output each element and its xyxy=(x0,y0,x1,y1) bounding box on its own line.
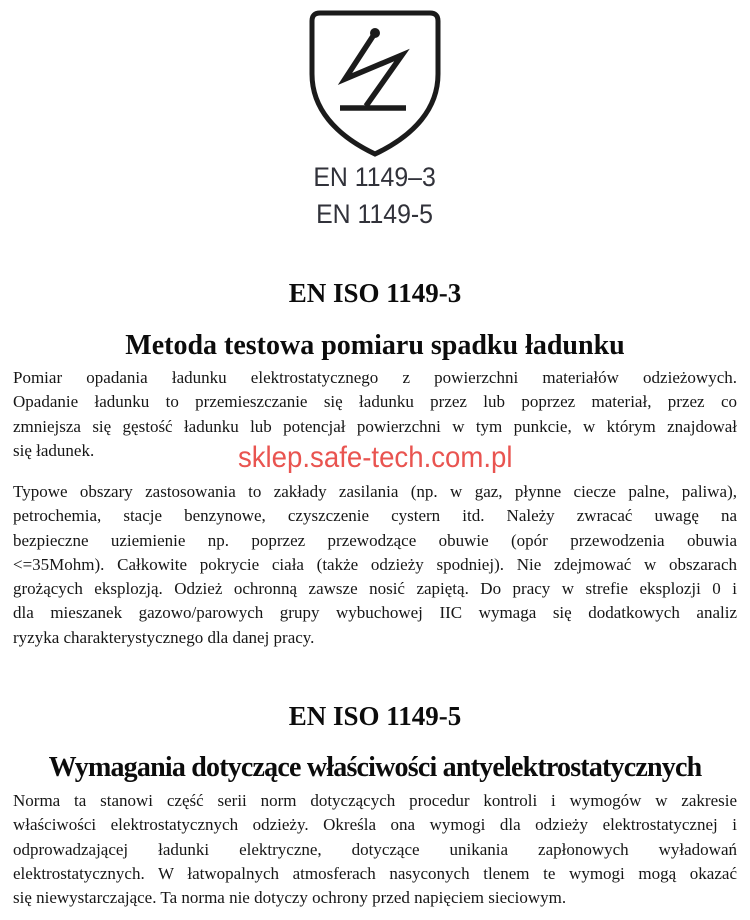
section1-paragraph2 xyxy=(13,480,737,650)
section1-standard-heading: EN ISO 1149-3 xyxy=(288,278,462,308)
paragraph-line: Norma ta stanowi część serii norm dotyczących procedur kontroli i wymogów w zakresie xyxy=(13,791,737,810)
paragraph-line: elektrostatycznych. W łatwopalnych atmosferach nasyconych tlenem te wymogi mogą okazać xyxy=(13,863,737,883)
paragraph-line: właściwości elektrostatycznych odzieży. Określa ona wymogi dla odzieży elektrostatycznej i xyxy=(13,815,737,835)
section2-paragraph1 xyxy=(13,789,737,910)
paragraph-line: odprowadzającej ładunki elektryczne, dotyczące unikania zapłonowych wyładowań xyxy=(13,839,737,859)
shop-watermark-text: sklep.safe-tech.com.pl xyxy=(237,441,513,474)
paragraph-line: zmniejsza się gęstość ładunku lub potencjał powierzchni w tym punkcie, w którym znajdował xyxy=(13,416,737,436)
en1149-pictogram xyxy=(0,8,750,163)
paragraph-line: Pomiar opadania ładunku elektrostatycznego z powierzchni materiałów odzieżowych. xyxy=(13,368,737,387)
paragraph-line: Opadanie ładunku to przemieszczanie się ładunku przez lub poprzez materiał, przez co xyxy=(13,392,737,412)
paragraph-line: dla mieszanek gazowo/parowych grupy wybuchowej IIC wymaga się dodatkowych analiz xyxy=(13,603,737,623)
pictogram-standard-labels xyxy=(0,159,750,233)
paragraph-line: grożących eksplozją. Odzież ochronną zawsze nosić zapiętą. Do pracy w strefie eksplozji 0 i xyxy=(13,579,737,599)
section2-title: Wymagania dotyczące właściwości antyelektrostatycznych xyxy=(48,752,702,783)
standard-label-en1149-3: EN 1149–3 xyxy=(313,162,437,192)
section1-title: Metoda testowa pomiaru spadku ładunku xyxy=(125,330,625,361)
paragraph-line: bezpieczne uziemienie np. poprzez przewodzące obuwie (opór przewodzenia obuwia xyxy=(13,530,737,550)
shop-watermark xyxy=(0,441,750,475)
paragraph-line: <=35Mohm). Całkowite pokrycie ciała (także odzieży spodniej). Nie zdejmować w obszarach xyxy=(13,554,737,574)
paragraph-line: Typowe obszary zastosowania to zakłady zasilania (np. w gaz, płynne ciecze palne, paliwa), xyxy=(13,482,737,501)
lightning-bolt-icon xyxy=(340,28,406,108)
standard-label-en1149-5: EN 1149-5 xyxy=(316,199,434,229)
paragraph-line: ryzyka charakterystycznego dla danej pracy. xyxy=(13,627,315,647)
shield-icon xyxy=(295,8,455,158)
paragraph-line: petrochemia, stacje benzynowe, czyszczenie cystern itd. Należy zwracać uwagę na xyxy=(13,506,737,526)
paragraph-line: się niewystarczające. Ta norma nie dotyczy ochrony przed napięciem sieciowym. xyxy=(13,888,567,908)
section2-standard-heading: EN ISO 1149-5 xyxy=(288,701,462,731)
paragraph-line: się ładunek. xyxy=(13,440,95,460)
